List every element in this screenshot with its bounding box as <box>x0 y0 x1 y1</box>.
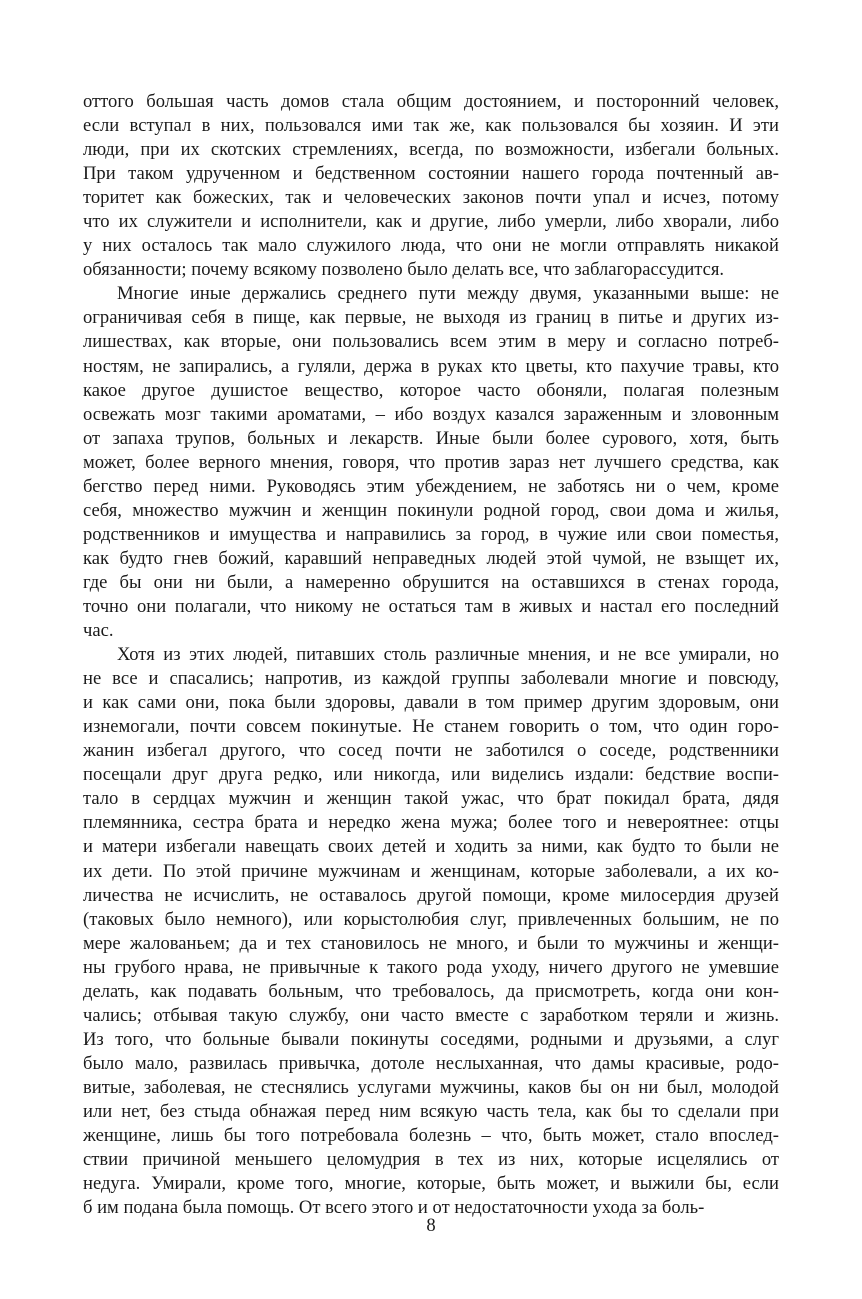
text-line: жанин избегал другого, что сосед почти не заботился о соседе, родственники <box>83 740 779 762</box>
text-line: Хотя из этих людей, питавших столь различные мнения, и не все умирали, но <box>117 644 779 666</box>
text-line: ствии причиной меньшего целомудрия в тех из них, которые исцелялись от <box>83 1149 779 1171</box>
text-line: где бы они ни были, а намеренно обрушится на оставшихся в стенах города, <box>83 571 779 593</box>
paragraph <box>83 643 779 1220</box>
text-line: родственников и имущества и направились за город, в чужие или свои поместья, <box>83 523 779 545</box>
text-line: тало в сердцах мужчин и женщин такой ужас, что брат покидал брата, дядя <box>83 788 779 810</box>
text-line: ограничивая себя в пище, как первые, не выходя из границ в питье и других из- <box>83 307 779 329</box>
text-line: б им подана была помощь. От всего этого и от недостаточности ухода за боль- <box>83 1197 705 1219</box>
paragraph <box>83 90 779 282</box>
text-line: себя, множество мужчин и женщин покинули родной город, свои дома и жилья, <box>83 499 779 521</box>
text-line: Из того, что больные бывали покинуты соседями, родными и друзьями, а слуг <box>83 1028 779 1050</box>
text-line: обязанности; почему всякому позволено было делать все, что заблагорассудится. <box>83 259 725 281</box>
text-line: оттого большая часть домов стала общим достоянием, и посторонний человек, <box>83 91 779 112</box>
text-line: и как сами они, пока были здоровы, давали в том пример другим здоровым, они <box>83 692 779 714</box>
text-line: их дети. По этой причине мужчинам и женщинам, которые заболевали, а их ко- <box>83 860 779 882</box>
text-line: делать, как подавать больным, что требовалось, да присмотреть, когда они кон- <box>83 980 779 1002</box>
text-line: витые, заболевая, не стеснялись услугами мужчины, каков бы он ни был, молодой <box>83 1076 779 1098</box>
text-line: недуга. Умирали, кроме того, многие, которые, быть может, и выжили бы, если <box>83 1173 779 1195</box>
text-line: или нет, без стыда обнажая перед ним всякую часть тела, как бы то сделали при <box>83 1100 779 1122</box>
text-line: мере жалованьем; да и тех становилось не много, и были то мужчины и женщи- <box>83 932 779 954</box>
text-line: и матери избегали навещать своих детей и ходить за ними, как будто то были не <box>83 836 779 858</box>
text-line: у них осталось так мало служилого люда, что они не могли отправлять никакой <box>83 235 779 257</box>
text-line: чались; отбывая такую службу, они часто вместе с заработком теряли и жизнь. <box>83 1004 779 1026</box>
body-text <box>83 90 779 1220</box>
text-line: ностям, не запирались, а гуляли, держа в руках кто цветы, кто пахучие травы, кто <box>83 355 779 377</box>
text-line: При таком удрученном и бедственном состоянии нашего города почтенный ав- <box>83 163 779 185</box>
text-line: женщине, лишь бы того потребовала болезнь – что, быть может, стало впослед- <box>83 1125 779 1147</box>
text-line: люди, при их скотских стремлениях, всегда, по возможности, избегали больных. <box>83 139 779 161</box>
text-line: (таковых было немного), или корыстолюбия слуг, привлеченных большим, не по <box>83 908 779 930</box>
text-line: изнемогали, почти совсем покинутые. Не станем говорить о том, что один горо- <box>83 716 779 738</box>
text-line: было мало, развилась привычка, дотоле неслыханная, что дамы красивые, родо- <box>83 1052 779 1074</box>
text-line: час. <box>83 620 114 642</box>
text-line: не все и спасались; напротив, из каждой группы заболевали многие и повсюду, <box>83 668 779 690</box>
text-line: что их служители и исполнители, как и другие, либо умерли, либо хворали, либо <box>83 211 779 233</box>
text-line: личества не исчислить, не оставалось другой помощи, кроме милосердия друзей <box>83 884 779 906</box>
text-line: как будто гнев божий, каравший неправедных людей этой чумой, не взыщет их, <box>83 547 779 569</box>
page-number: 8 <box>426 1215 436 1236</box>
text-line: Многие иные держались среднего пути между двумя, указанными выше: не <box>117 283 779 305</box>
text-line: может, более верного мнения, говоря, что против зараз нет лучшего средства, как <box>83 451 779 473</box>
text-line: освежать мозг такими ароматами, – ибо воздух казался зараженным и зловонным <box>83 403 779 425</box>
text-line: племянника, сестра брата и нередко жена мужа; более того и невероятнее: отцы <box>83 812 779 834</box>
text-line: лишествах, как вторые, они пользовались всем этим в меру и согласно потреб- <box>83 331 779 353</box>
paragraph <box>83 282 779 643</box>
text-line: посещали друг друга редко, или никогда, или виделись издали: бедствие воспи- <box>83 764 779 786</box>
text-line: какое другое душистое вещество, которое часто обоняли, полагая полезным <box>83 379 779 401</box>
text-line: если вступал в них, пользовался ими так же, как пользовался бы хозяин. И эти <box>83 115 779 137</box>
text-line: торитет как божеских, так и человеческих законов почти упал и исчез, потому <box>83 187 779 209</box>
text-line: бегство перед ними. Руководясь этим убеждением, не заботясь ни о чем, кроме <box>83 475 779 497</box>
text-line: ны грубого нрава, не привычные к такого рода уходу, ничего другого не умевшие <box>83 956 779 978</box>
text-line: от запаха трупов, больных и лекарств. Иные были более сурового, хотя, быть <box>83 427 779 449</box>
text-line: точно они полагали, что никому не остаться там в живых и настал его последний <box>83 595 779 617</box>
